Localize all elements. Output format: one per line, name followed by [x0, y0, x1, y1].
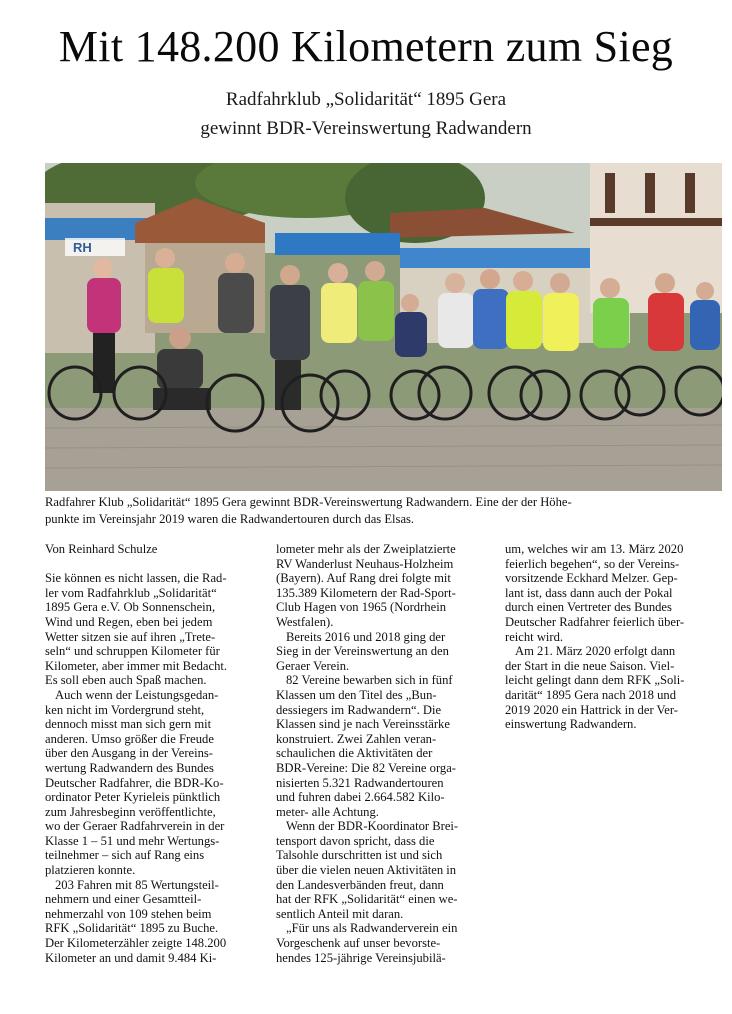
text-line: 2019 2020 ein Hattrick in der Ver- — [505, 702, 678, 717]
text-line: meter- alle Achtung. — [276, 804, 379, 819]
text-line: Sieg in der Vereinswertung an den — [276, 644, 449, 659]
text-line: Vorgeschenk auf unser bevorste- — [276, 936, 441, 951]
text-line: Kilometer an und damit 9.484 Ki- — [45, 950, 217, 965]
text-line: Westfalen). — [276, 614, 334, 629]
article-subheadline-2: gewinnt BDR-Vereinswertung Radwandern — [200, 118, 532, 139]
text-line: hat der RFK „Solidarität“ einen we- — [276, 892, 458, 907]
text-line: dennoch misst man sich gern mit — [45, 717, 212, 732]
text-line: um, welches wir am 13. März 2020 — [505, 542, 684, 556]
text-line: BDR-Vereine: Die 82 Vereine orga- — [276, 760, 456, 775]
text-line: über die vielen neuen Aktivitäten in — [276, 863, 457, 878]
text-line: den Landesverbänden freut, dann — [276, 877, 444, 892]
text-line: 135.389 Kilometern der Rad-Sport- — [276, 585, 456, 600]
shop-sign-text: RH — [73, 240, 92, 255]
article-column-3 — [505, 542, 732, 732]
text-line: 1895 Gera e.V. Ob Sonnenschein, — [45, 600, 216, 615]
text-line: feierlich begehen“, so der Vereins- — [505, 556, 680, 571]
text-line: Kilometer, aber immer mit Bedacht. — [45, 658, 228, 673]
text-line: RV Wanderlust Neuhaus-Holzheim — [276, 556, 454, 571]
text-line: und fuhren dabei 2.664.582 Kilo- — [276, 790, 445, 805]
text-line: Deutscher Radfahrer feierlich über- — [505, 614, 685, 629]
photo-caption-line-1: Radfahrer Klub „Solidarität“ 1895 Gera gewinnt BDR-Vereinswertung Radwandern. Eine der der Höhe- — [45, 495, 572, 509]
text-line: über den Ausgang in der Vereins- — [45, 746, 213, 761]
text-line: wo der Geraer Radfahrverein in der — [45, 819, 225, 834]
text-line: schaulichen die Aktivitäten der — [276, 746, 433, 761]
text-line: sentlich Anteil mit daran. — [276, 906, 404, 921]
text-line: Geraer Verein. — [276, 658, 350, 673]
text-line: Deutscher Radfahrer, die BDR-Ko- — [45, 775, 224, 790]
text-line: leicht gelingt dann dem RFK „Soli- — [505, 673, 685, 688]
photo-caption — [45, 494, 725, 528]
text-line: Wetter sitzen sie auf ihren „Trete- — [45, 629, 216, 644]
text-line: Klassen um den Titel des „Bun- — [276, 687, 437, 702]
text-line: Club Hagen von 1965 (Nordrhein — [276, 600, 446, 615]
text-line: ken nicht im Vordergrund steht, — [45, 702, 205, 717]
text-line: der Start in die neue Saison. Viel- — [505, 658, 675, 673]
text-line: lometer mehr als der Zweiplatzierte — [276, 542, 456, 556]
text-line: (Bayern). Auf Rang drei folgte mit — [276, 571, 451, 586]
text-line: Talsohle durschritten ist und sich — [276, 848, 443, 863]
text-line: Wenn der BDR-Koordinator Brei- — [286, 819, 459, 834]
group-photo-cyclists-illustration — [45, 163, 722, 491]
text-line: reicht wird. — [505, 629, 564, 644]
text-line: Der Kilometerzähler zeigte 148.200 — [45, 936, 227, 951]
text-line: Wind und Regen, eben bei jedem — [45, 614, 213, 629]
text-line: 82 Vereine bewarben sich in fünf — [286, 673, 453, 688]
text-line: „Für uns als Radwanderverein ein — [286, 921, 458, 936]
text-line: nehmerzahl von 109 stehen beim — [45, 906, 212, 921]
text-line: Sie können es nicht lassen, die Rad- — [45, 571, 227, 586]
text-line: nehmern und einer Gesamtteil- — [45, 892, 202, 907]
text-line: darität“ 1895 Gera nach 2018 und — [505, 687, 677, 702]
text-line: Klassen sind je nach Vereinsstärke — [276, 717, 450, 732]
text-line: durch einen Vertreter des Bundes — [505, 600, 672, 615]
article-column-1 — [45, 542, 273, 965]
text-line: Klasse 1 – 51 und mehr Wertungs- — [45, 833, 220, 848]
text-line: lant ist, dass dann auch der Pokal — [505, 585, 673, 600]
text-line: platzieren konnte. — [45, 863, 136, 878]
text-line: hendes 125-jährige Vereinsjubilä- — [276, 950, 446, 965]
text-line: ler vom Radfahrklub „Solidarität“ — [45, 585, 217, 600]
text-line: wertung Radwandern des Bundes — [45, 760, 214, 775]
text-line: zum Jahresbeginn veröffentlichte, — [45, 804, 216, 819]
article-subheadline-1: Radfahrklub „Solidarität“ 1895 Gera — [225, 89, 507, 110]
column-1-body — [45, 571, 273, 965]
text-line: Auch wenn der Leistungsgedan- — [55, 687, 219, 702]
text-line: einswertung Radwandern. — [505, 717, 637, 732]
photo-caption-line-2: punkte im Vereinsjahr 2019 waren die Radwandertouren durch das Elsas. — [45, 512, 415, 526]
text-line: dessiegers im Radwandern“. Die — [276, 702, 442, 717]
text-line: Es soll eben auch Spaß machen. — [45, 673, 207, 688]
article-column-2 — [276, 542, 504, 965]
text-line: konstruiert. Zwei Zahlen veran- — [276, 731, 437, 746]
text-line: RFK „Solidarität“ 1895 zu Buche. — [45, 921, 219, 936]
text-line: Bereits 2016 und 2018 ging der — [286, 629, 446, 644]
text-line: teilnehmer – sich auf Rang eins — [45, 848, 205, 863]
text-line: Am 21. März 2020 erfolgt dann — [515, 644, 676, 659]
text-line: vorsitzende Eckhard Melzer. Gep- — [505, 571, 678, 586]
article-headline: Mit 148.200 Kilometern zum Sieg — [58, 22, 674, 71]
text-line: 203 Fahren mit 85 Wertungsteil- — [55, 877, 219, 892]
text-line: anderen. Umso größer die Freude — [45, 731, 214, 746]
text-line: tensport davon spricht, dass die — [276, 833, 435, 848]
byline: Von Reinhard Schulze — [45, 542, 158, 556]
text-line: ordinator Peter Kyrieleis pünktlich — [45, 790, 221, 805]
group-photo — [45, 163, 722, 491]
text-line: nisierten 5.321 Radwandertouren — [276, 775, 444, 790]
text-line: seln“ und schruppen Kilometer für — [45, 644, 220, 659]
